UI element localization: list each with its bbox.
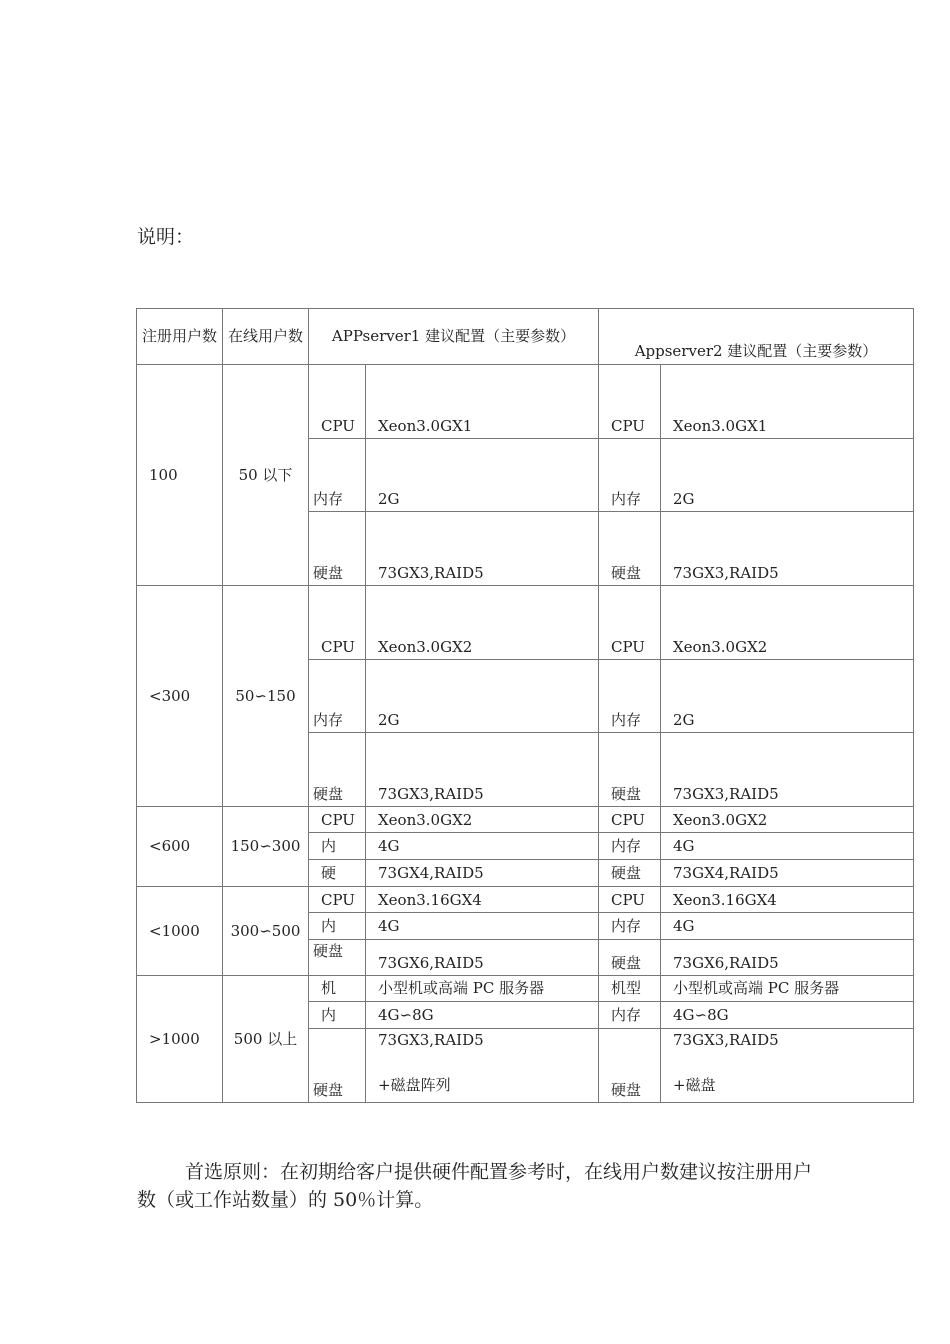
table-header-row <box>137 309 914 365</box>
app1-param-value: Xeon3.0GX2 <box>366 807 599 833</box>
registered-cell: 100 <box>137 365 223 586</box>
app1-param-value: Xeon3.0GX2 <box>366 586 599 660</box>
app2-param-value: 4G <box>661 833 914 860</box>
server-config-table <box>136 308 914 1103</box>
app1-param-value: 73GX6,RAID5 <box>366 940 599 976</box>
app2-param-label: 硬盘 <box>599 733 661 807</box>
table-row <box>137 976 914 1002</box>
app2-param-label: CPU <box>599 586 661 660</box>
app2-disk-line1: 73GX3,RAID5 <box>673 1031 779 1049</box>
app1-param-value: 73GX3,RAID5 <box>366 512 599 586</box>
app1-param-value: 2G <box>366 439 599 512</box>
header-online-users: 在线用户数 <box>223 309 309 365</box>
app1-param-value: 4G∽8G <box>366 1002 599 1029</box>
app2-param-label: 内存 <box>599 1002 661 1029</box>
app1-param-value: 4G <box>366 913 599 940</box>
app1-param-value: 73GX4,RAID5 <box>366 860 599 887</box>
online-cell: 50 以下 <box>223 365 309 586</box>
recommendation-text: 首选原则：在初期给客户提供硬件配置参考时，在线用户数建议按注册用户数（或工作站数量）的 50％计算。 <box>137 1161 813 1211</box>
app2-param-value: 73GX4,RAID5 <box>661 860 914 887</box>
app1-param-label: 硬盘 <box>309 1029 366 1103</box>
header-appserver1: APPserver1 建议配置（主要参数） <box>309 309 599 365</box>
app2-param-value: Xeon3.0GX2 <box>661 807 914 833</box>
app1-param-label: 内存 <box>309 439 366 512</box>
app1-param-label: 硬 <box>309 860 366 887</box>
app2-param-label: 硬盘 <box>599 512 661 586</box>
app1-param-label: 机 <box>309 976 366 1002</box>
header-registered-users: 注册用户数 <box>137 309 223 365</box>
app2-param-value: 73GX3,RAID5 <box>661 733 914 807</box>
app1-param-value: Xeon3.0GX1 <box>366 365 599 439</box>
app1-param-label: 内 <box>309 833 366 860</box>
table-row <box>137 807 914 833</box>
app2-param-value: Xeon3.0GX1 <box>661 365 914 439</box>
app2-param-label: 内存 <box>599 833 661 860</box>
app2-param-label: 硬盘 <box>599 860 661 887</box>
app2-disk-line2: +磁盘 <box>673 1076 716 1094</box>
registered-cell: <1000 <box>137 887 223 976</box>
app2-param-value: 4G∽8G <box>661 1002 914 1029</box>
app2-param-value <box>661 1029 914 1103</box>
app2-param-value: 4G <box>661 913 914 940</box>
app2-param-value: 73GX3,RAID5 <box>661 512 914 586</box>
app2-param-label: 硬盘 <box>599 1029 661 1103</box>
app1-param-value: Xeon3.16GX4 <box>366 887 599 913</box>
header-appserver2: Appserver2 建议配置（主要参数） <box>599 309 914 365</box>
online-cell: 300∽500 <box>223 887 309 976</box>
table-row <box>137 365 914 439</box>
app1-param-value: 4G <box>366 833 599 860</box>
registered-cell: <300 <box>137 586 223 807</box>
app2-param-value: 小型机或高端 PC 服务器 <box>661 976 914 1002</box>
registered-cell: >1000 <box>137 976 223 1103</box>
app1-param-label: CPU <box>309 887 366 913</box>
app2-param-value: 2G <box>661 660 914 733</box>
app1-disk-line2: +磁盘阵列 <box>378 1076 451 1094</box>
section-heading: 说明： <box>137 226 195 248</box>
app2-param-label: CPU <box>599 807 661 833</box>
app2-param-value: Xeon3.0GX2 <box>661 586 914 660</box>
app1-param-label: 硬盘 <box>309 733 366 807</box>
app2-param-label: 内存 <box>599 439 661 512</box>
table-row <box>137 586 914 660</box>
app2-param-label: 内存 <box>599 660 661 733</box>
app1-param-label: 硬盘 <box>309 940 366 976</box>
app1-param-value: 73GX3,RAID5 <box>366 733 599 807</box>
app2-param-value: 73GX6,RAID5 <box>661 940 914 976</box>
app1-param-label: CPU <box>309 586 366 660</box>
app2-param-label: CPU <box>599 887 661 913</box>
table-row <box>137 887 914 913</box>
app1-param-label: 内 <box>309 1002 366 1029</box>
app1-param-label: 内 <box>309 913 366 940</box>
app2-param-label: 硬盘 <box>599 940 661 976</box>
app1-disk-line1: 73GX3,RAID5 <box>378 1031 484 1049</box>
online-cell: 150∽300 <box>223 807 309 887</box>
online-cell: 500 以上 <box>223 976 309 1103</box>
app1-param-label: CPU <box>309 365 366 439</box>
registered-cell: <600 <box>137 807 223 887</box>
online-cell: 50∽150 <box>223 586 309 807</box>
app1-param-label: CPU <box>309 807 366 833</box>
app1-param-label: 硬盘 <box>309 512 366 586</box>
app2-param-label: 内存 <box>599 913 661 940</box>
app1-param-label: 内存 <box>309 660 366 733</box>
app2-param-label: 机型 <box>599 976 661 1002</box>
app1-param-value: 小型机或高端 PC 服务器 <box>366 976 599 1002</box>
app2-param-label: CPU <box>599 365 661 439</box>
app2-param-value: Xeon3.16GX4 <box>661 887 914 913</box>
app1-param-value: 2G <box>366 660 599 733</box>
app1-param-value <box>366 1029 599 1103</box>
recommendation-paragraph <box>137 1158 817 1214</box>
app2-param-value: 2G <box>661 439 914 512</box>
